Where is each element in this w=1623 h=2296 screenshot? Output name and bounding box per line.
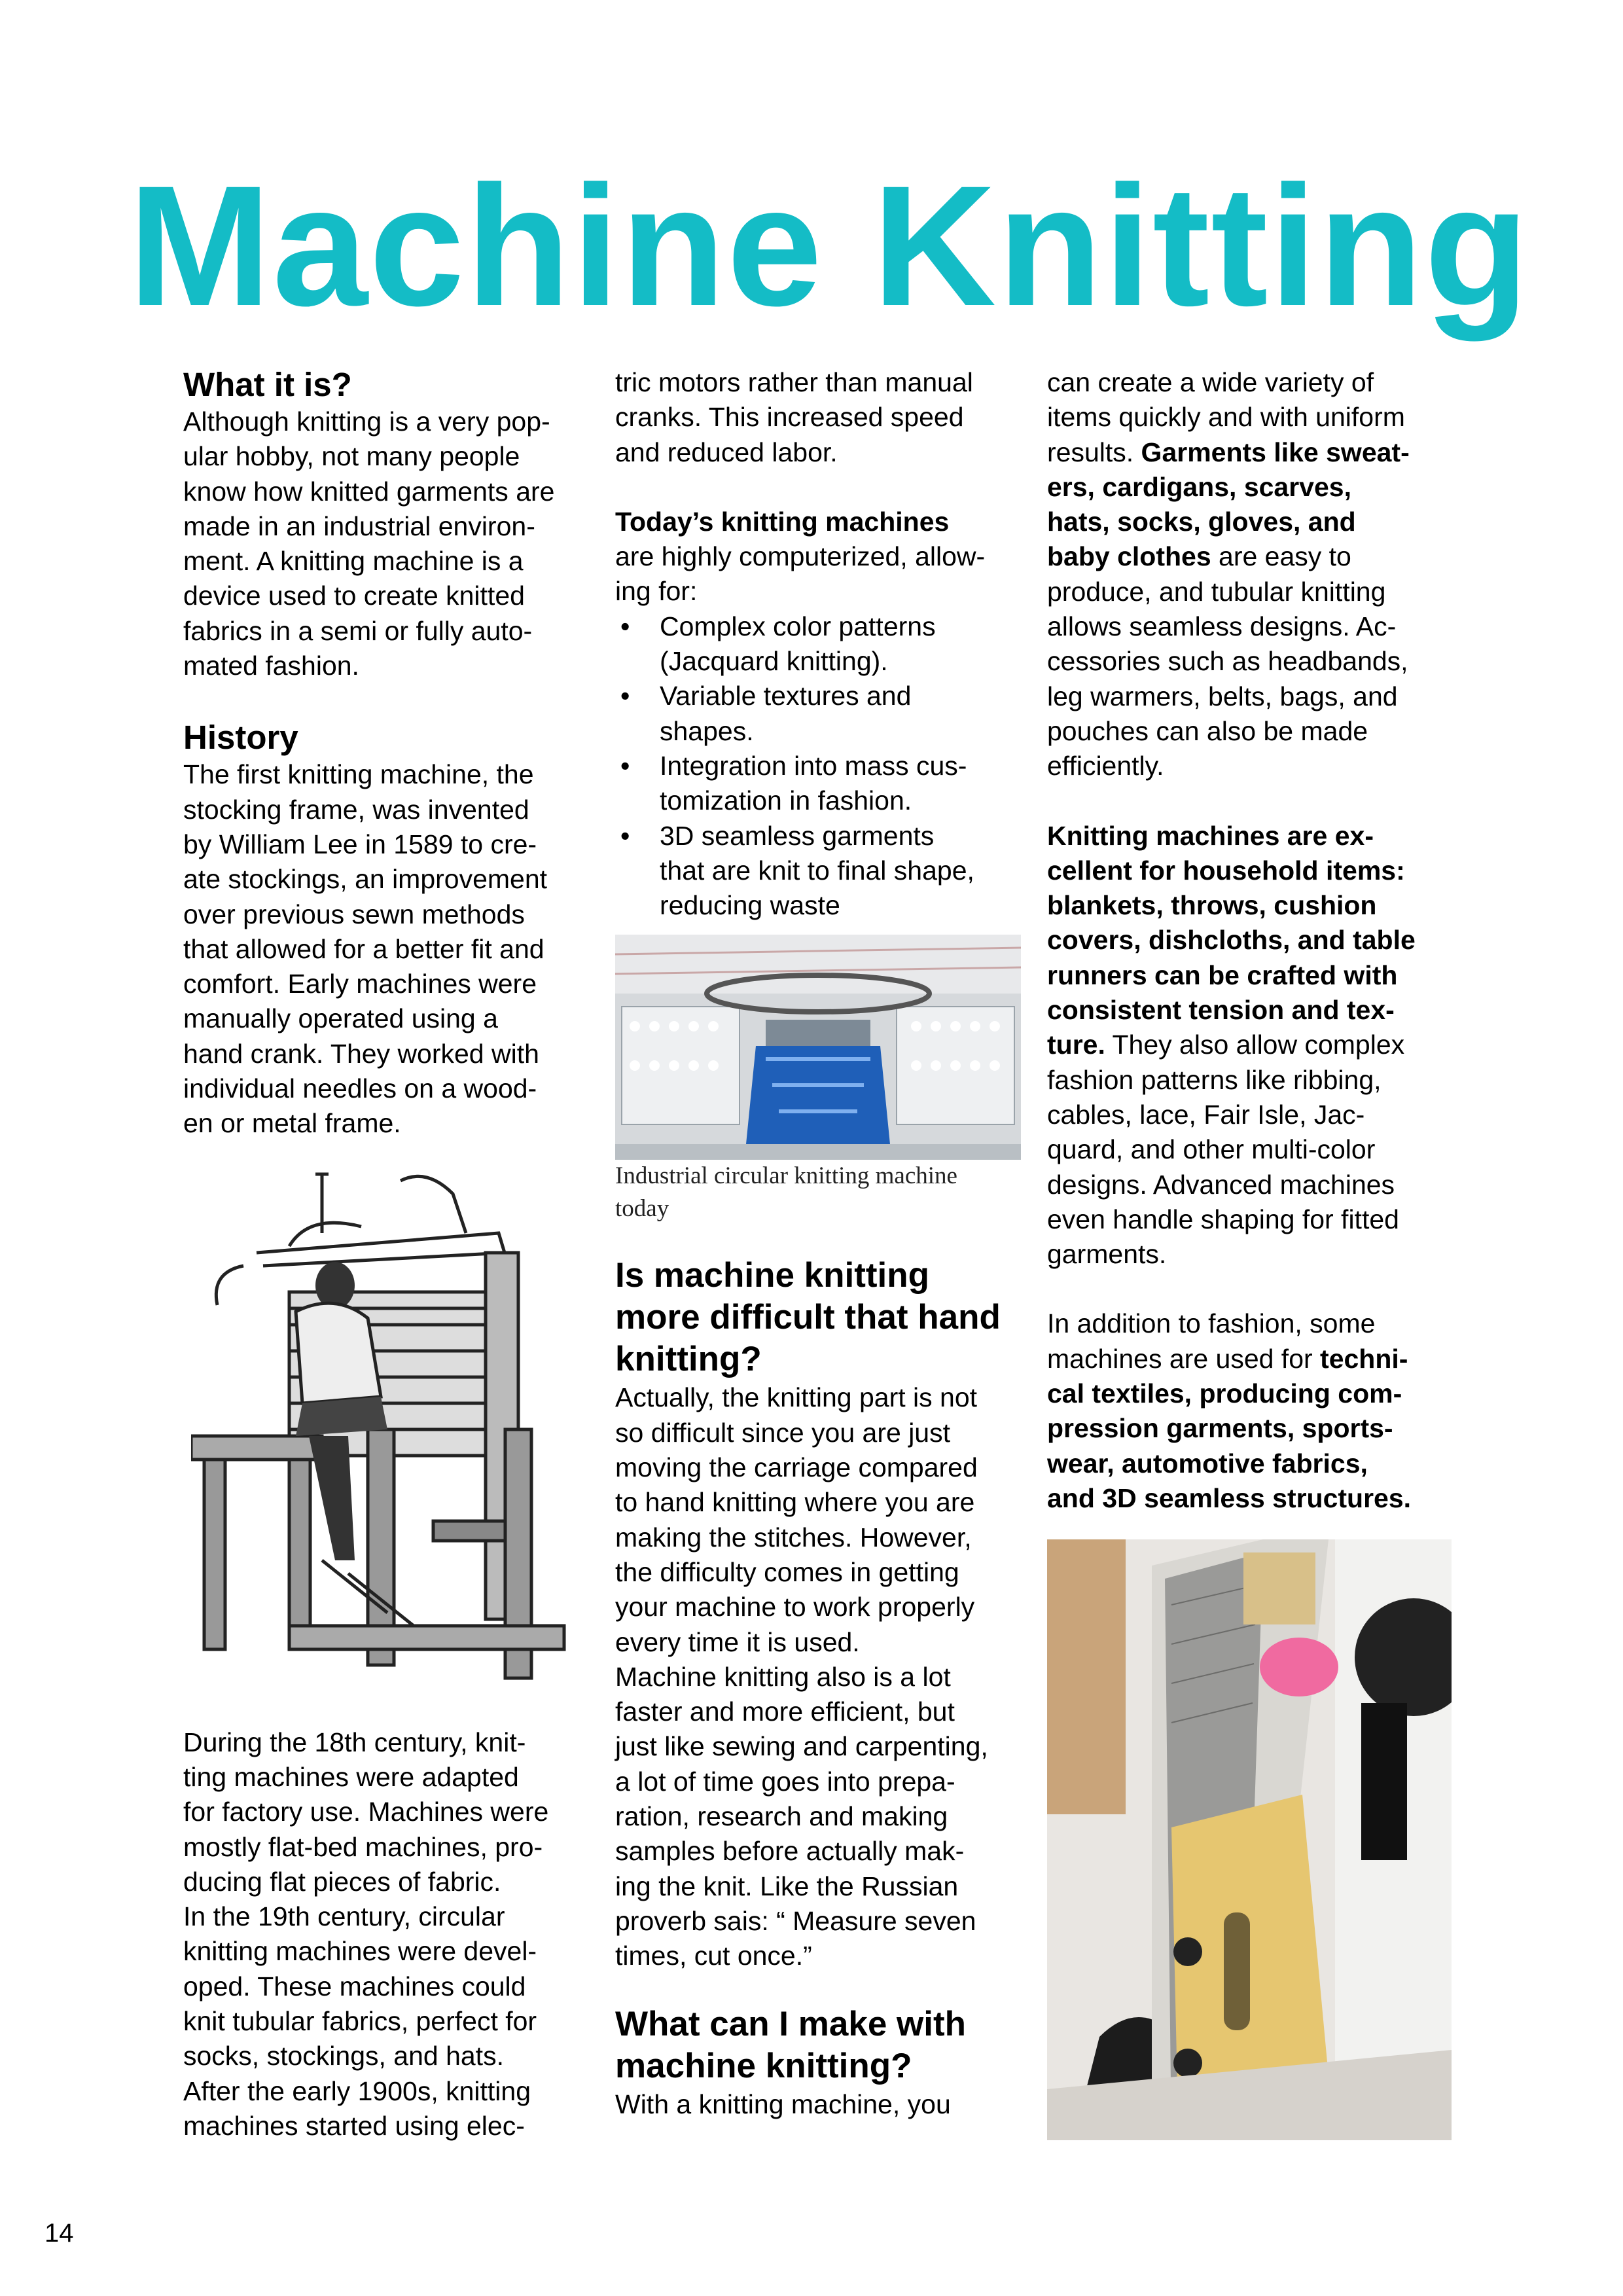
circular-knitting-machine-photo	[615, 935, 1021, 1160]
home-knitting-machine-photo	[1047, 1539, 1452, 2140]
history-text-continued: During the 18th century, knit- ting machines were adapted for factory use. Machines were mostly flat-bed machines, pro- ducing flat pieces of fabric. In the 19th century, circular knitting machines were devel- oped. These machines could knit tubular fabrics, perfect for socks, stockings, and hats. After the early 1900s, knitting machines started using elec-	[183, 1727, 549, 2141]
difficult-text: Actually, the knitting part is not so difficult since you are just moving the carriage compared to hand knitting where you are making the stitches. However, the difficulty comes in getting your machine to work properly every time it is used. Machine knitting also is a lot faster and more efficient, but just like sewing and carpenting, a lot of time goes into prepa- ration, research and making samples before actually mak- ing the knit. Like the Russian proverb sais: “ Measure seven times, cut once.”	[615, 1382, 988, 1971]
list-item: • 3D seamless garments that are knit to final shape, reducing waste	[615, 819, 1024, 924]
heading-what-it-is: What it is?	[183, 366, 352, 403]
today-machines-text: Today’s knitting machines are highly computerized, allow- ing for:	[615, 506, 986, 607]
technical-textiles-text: In addition to fashion, some machines are used for techni- cal textiles, producing com- pression garments, sports- wear, automotive fabrics, and 3D seamless structures.	[1047, 1308, 1412, 1513]
what-it-is-text: Although knitting is a very pop- ular hobby, not many people know how knitted garments are made in an industrial environ- ment. A knitting machine is a device used to create knitted fabrics in a semi or fully auto- mated fashion.	[183, 406, 555, 681]
column-1	[183, 365, 592, 2144]
list-item: • Variable textures and shapes.	[615, 679, 1024, 749]
page-number: 14	[45, 2219, 74, 2248]
stocking-frame-engraving-image	[191, 1155, 584, 1698]
history-text-end: tric motors rather than manual cranks. This increased speed and reduced labor.	[615, 367, 973, 467]
list-item: • Complex color patterns (Jacquard knitting).	[615, 609, 1024, 679]
photo-caption: Industrial circular knitting machine today	[615, 1162, 957, 1223]
garments-text: can create a wide variety of items quickly and with uniform results. Garments like sweat- ers, cardigans, scarves, hats, socks, gloves, and baby clothes are easy to produce, and tubular knitting allows seamless designs. Ac- cessories such as headbands, leg warmers, belts, bags, and pouches can also be made efficiently.	[1047, 367, 1410, 781]
household-text: Knitting machines are ex- cellent for household items: blankets, throws, cushion covers, dishcloths, and table runners can be crafted with consistent tension and tex- ture. They also allow complex fashion patterns like ribbing, cables, lace, Fair Isle, Jac- quard, and other multi-color designs. Advanced machines even handle shaping for fitted garments.	[1047, 820, 1416, 1270]
heading-history: History	[183, 719, 298, 757]
history-text: The first knitting machine, the stocking frame, was invented by William Lee in 1589 to cre- ate stockings, an improvement over previous sewn methods that allowed for a better fit and comfort. Early machines were manually operated using a hand crank. They worked with individual needles on a wood- en or metal frame.	[183, 759, 548, 1139]
make-text: With a knitting machine, you	[615, 2089, 951, 2119]
list-item: • Integration into mass cus- tomization in fashion.	[615, 749, 1024, 819]
heading-is-it-difficult: Is machine knitting more difficult that hand knitting?	[615, 1256, 1001, 1379]
heading-what-can-i-make: What can I make with machine knitting?	[615, 2004, 967, 2085]
page-title: Machine Knitting	[128, 150, 1531, 342]
today-machines-bold: Today’s knitting machines	[615, 506, 950, 537]
column-2	[615, 365, 1024, 2122]
column-3	[1047, 365, 1456, 2140]
capabilities-list	[615, 609, 1024, 924]
